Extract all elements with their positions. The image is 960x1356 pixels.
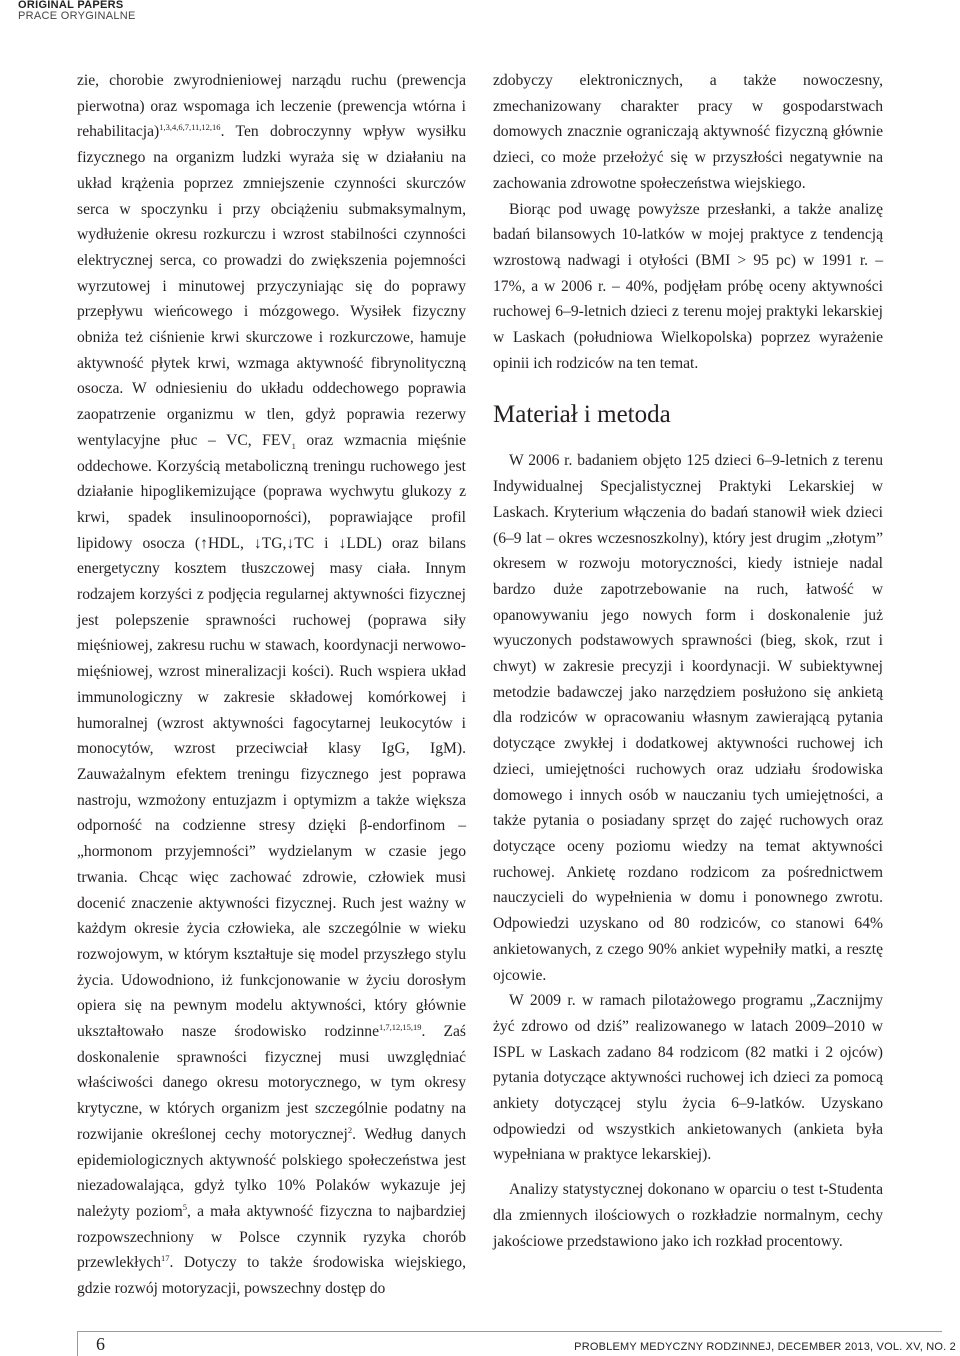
right-paragraph-2: Biorąc pod uwagę powyższe przesłanki, a także analizę badań bilansowych 10-latków w mojej praktyce z tendencją wzrostową nadwagi i otyłości (BMI > 95 pc) w 1991 r. – 17%, a w 2006 r. – 40%, podjęłam próbę oceny aktywności ruchowej 6–9-letnich dzieci z terenu mojej praktyki lekarskiej w Laskach (południowa Wielkopolska) poprzez wyrażenie opinii ich rodziców na ten temat. [493,200,883,372]
arrow-down-icon: ↓ [338,534,347,552]
text-run: LDL) oraz bilans energetyczny kosztem tłuszczowej masy ciała. Innym rodzajem korzyści z podjęcia regularnej aktywności fizycznej jest polepszenie sprawności ruchowej (poprawa siły mięśniowej, zakresu ruchu w stawach, koordynacji nerwowo-mięśniowej, wzrost mineralizacji kości). Ruch wspiera układ immunologiczny w zakresie składowej komórkowej i humoralnej (wzrost aktywności fagocytarnej leukocytów i monocytów, wzrost przeciwciał klasy IgG, IgM). Zauważalnym efektem treningu fizycznego jest poprawa nastroju, wzmożony entuzjazm i optymizm a także większa odporność na codzienne stresy dzięki β-endorfinom – „hormonom przyjemności” wydzielanym w czasie jego trwania. Chcąc więc zachować zdrowie, człowiek musi docenić znaczenie aktywności fizycznej. Ruch jest ważny w każdym okresie życia człowieka, ale szczególnie w wieku rozwojowym, w którym kształtuje się model przyszłego stylu życia. Udowodniono, iż funkcjonowanie w życiu dorosłym opiera się na pewnym modelu aktywności, który głównie ukształtowało nasze środowisko rodzinne [77,534,466,1041]
methods-paragraph-3: Analizy statystycznej dokonano w oparciu o test t-Studenta dla zmiennych ilościowych o rozkładzie normalnym, cechy jakościowe przedstawiono jako ich rozkład procentowy. [493,1181,883,1250]
text-run: oraz wzmacnia mięśnie oddechowe. Korzyścią metaboliczną treningu ruchowego jest działanie hipoglikemizujące (poprawa wychwytu glukozy z krwi, spadek insulinooporności), poprawiające profil lipidowy osocza ( [77,431,466,552]
right-paragraph-1: zdobyczy elektronicznych, a także nowoczesny, zmechanizowany charakter pracy w gospodarstwach domowych znacznie ograniczają aktywność fizyczną głównie dzieci, co może przełożyć się w przyszłości negatywnie na zachowania zdrowotne społeczeństwa wiejskiego. [493,72,883,192]
text-run: TC i [294,534,339,552]
reference-superscript: 17 [161,1253,170,1264]
paragraph-gap [493,1168,883,1177]
methods-paragraph-1: W 2006 r. badaniem objęto 125 dzieci 6–9-letnich z terenu Indywidualnej Specjalistycznej Praktyki Lekarskiej w Laskach. Kryterium włączenia do badań stanowił wiek dzieci (6–9 lat – okres wczesnoszkolny), który jest drugim „złotym” okresem w rozwoju motoryczności, kiedy istnieje nadal bardzo duże zapotrzebowanie na ruch, łatwość w opanowywaniu jego nowych form i doskonalenie już wyuczonych podstawowych sprawności (bieg, skok, rzut i chwyt) w zakresie precyzji i koordynacji. W subiektywnej metodzie badawczej jako narzędziem posłużono się ankietą dla rodziców w opracowaniu własnym zawierającą pytania dotyczące zwykłej i dodatkowej aktywności ruchowej ich dzieci, umiejętności ruchowych oraz udziału środowiska domowego i innych osób w nauczaniu tych umiejętności, a także pytania o posiadany sprzęt do zajęć ruchowych oraz dotyczące oceny poziomu wiedzy na temat aktywności ruchowej. Ankietę rozdano rodzicom za pośrednictwem nauczycieli do wypełnienia w domu i ponownego zwrotu. Odpowiedzi uzyskano od 80 rodziców, co stanowi 64% ankietowanych, z czego 90% ankiet wypełniły matki, a resztę ojcowie. [493,452,883,984]
text-run: TG, [261,534,287,552]
footer-rule [77,1331,942,1332]
text-run: . Ten dobroczynny wpływ wysiłku fizycznego na organizm ludzki wyraża się w działaniu na układ krążenia poprzez zmniejszenie czynności skurczów serca w spoczynku i przy obciążeniu submaksymalnym, wydłużenie okresu rozkurczu i wzrost stabilności czynności elektrycznej serca, co prowadzi do zwiększenia pojemności wyrzutowej i minutowej przyczyniając się do poprawy przepływu wieńcowego i mózgowego. Wysiłek fizyczny obniża też ciśnienie krwi skurczowe i rozkurczowe, hamuje aktywność płytek krwi, wzmaga aktywność fibrynolityczną osocza. W odniesieniu do układu oddechowego poprawia zaopatrzenie organizmu w tlen, gdyż poprawia rezerwy wentylacyjne płuc – VC, FEV [77,123,466,449]
page-number: 6 [96,1334,105,1354]
arrow-down-icon: ↓ [253,534,262,552]
reference-superscript: 5 [182,1201,188,1212]
reference-superscript: 2 [347,1124,353,1135]
text-run: . Zaś doskonalenie sprawności fizycznej musi uwzględniać właściwości danego okresu motorycznego, w tym okresy krytyczne, w których organizm jest szczególnie podatny na rozwijanie określonej cechy motorycznej [77,1023,466,1143]
section-heading: Materiał i metoda [493,401,671,429]
reference-superscript: 1,3,4,6,7,11,12,16 [159,122,221,133]
arrow-down-icon: ↓ [286,534,295,552]
text-run: zie, chorobie zwyrodnieniowej narządu ruchu (prewencja pierwotna) oraz wspomaga ich leczenie (prewencja wtórna i rehabilitacja) [77,72,466,141]
journal-citation: PROBLEMY MEDYCZNY RODZINNEJ, DECEMBER 2013, VOL. XV, NO. 2 [574,1341,956,1353]
left-column [77,68,466,1302]
right-column [493,68,883,1254]
subscript: 1 [291,440,296,451]
text-run: . Dotyczy to także środowiska wiejskiego, gdzie rozwój motoryzacji, powszechny dostęp do [77,1254,466,1298]
methods-paragraph-2: W 2009 r. w ramach pilotażowego programu „Zacznijmy żyć zdrowo od dziś” realizowanego w latach 2009–2010 w ISPL w Laskach zadano 84 rodzicom (82 matki i 2 ojców) pytania dotyczące aktywności ruchowej ich dzieci za pomocą ankiety dotyczącej stylu życia 6–9-latków. Uzyskano odpowiedzi od wszystkich ankietowanych (ankieta była wypełniana w praktyce lekarskiej). [493,992,883,1164]
footer-divider [77,1331,78,1356]
text-run: HDL, [207,534,254,552]
text-run: , a mała aktywność fizyczna to najbardziej rozpowszechniony w Polsce czynnik ryzyka chorób przewlekłych [77,1202,467,1272]
section-label-pl: PRACE ORYGINALNE [18,10,136,22]
arrow-up-icon: ↑ [200,534,208,552]
section-label-en: ORIGINAL PAPERS [18,0,124,11]
left-paragraph [77,68,466,1302]
reference-superscript: 1,7,12,15,19 [378,1022,422,1033]
running-header [18,0,136,22]
text-run: . Według danych epidemiologicznych aktywność polskiego społeczeństwa jest niezadowalająca, gdyż tylko 10% Polaków wykazuje jej należyty poziom [77,1125,466,1220]
